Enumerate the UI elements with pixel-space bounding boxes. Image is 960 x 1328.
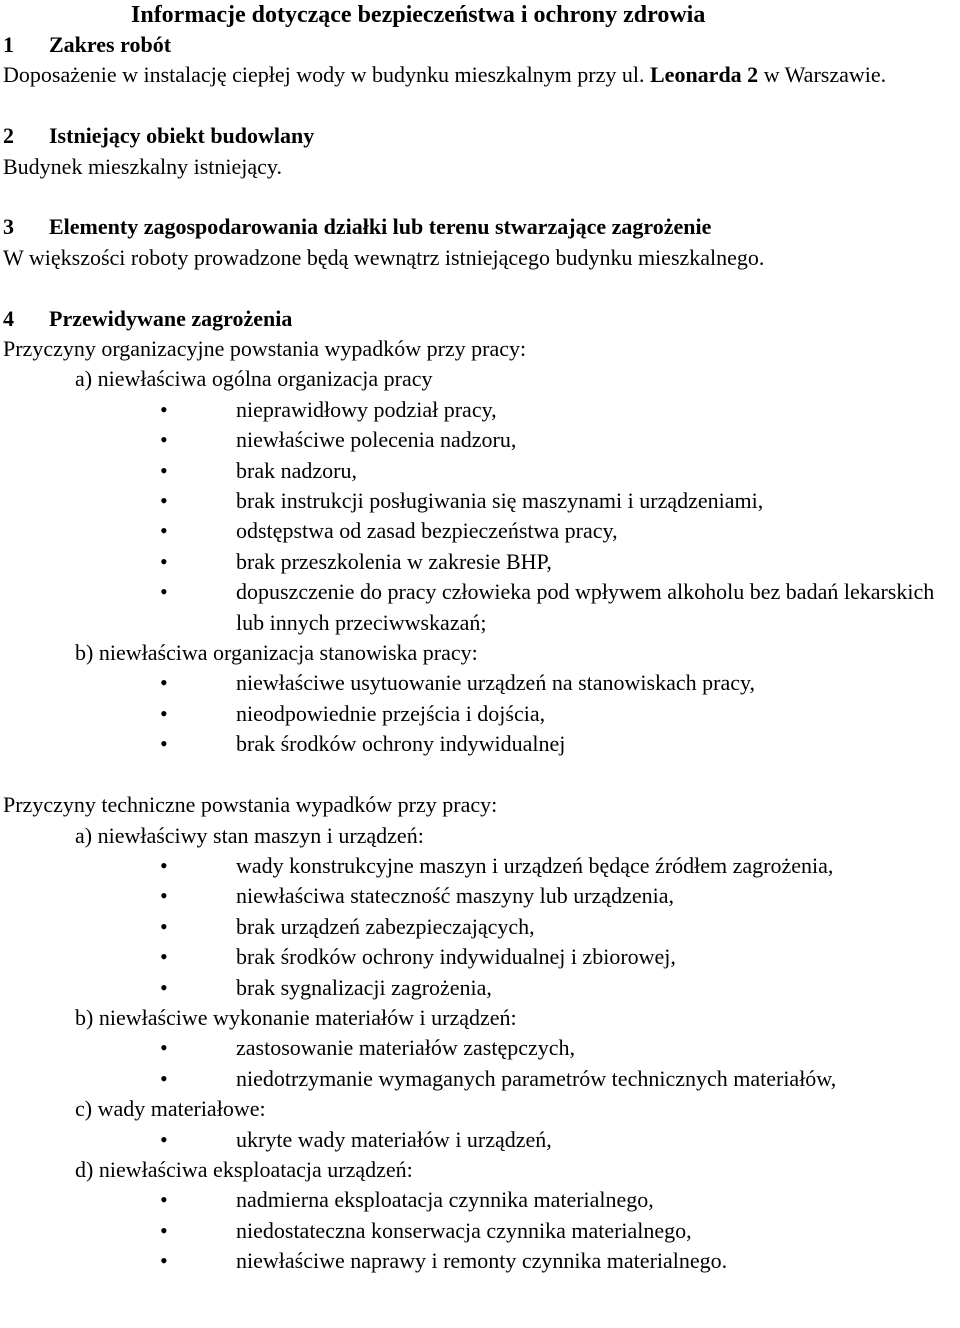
bullet-icon: • [160,488,168,514]
bullet-icon: • [160,548,168,574]
section-1-text [3,60,953,90]
address-bold: Leonarda 2 [650,62,759,88]
list-item [3,456,958,486]
list-item [3,912,958,942]
tech-group-d-label: d) niewłaściwa eksploatacja urządzeń: [75,1156,413,1182]
bullet-icon: • [160,1248,168,1274]
list-item-text: brak sygnalizacji zagrożenia, [236,974,492,1000]
bullet-icon: • [160,1126,168,1152]
section-title: Elementy zagospodarowania działki lub terenu stwarzające zagrożenie [49,214,712,240]
spacer [3,273,958,303]
tech-group-d-list [3,1185,958,1276]
section-number: 3 [3,214,14,240]
org-group-a-list [3,395,958,638]
bullet-icon: • [160,944,168,970]
bullet-icon: • [160,518,168,544]
org-group-b-label: b) niewłaściwa organizacja stanowiska pracy: [75,640,478,666]
list-item-text: brak środków ochrony indywidualnej i zbiorowej, [236,944,676,970]
list-item [3,425,958,455]
tech-group-b-list [3,1033,958,1094]
bullet-icon: • [160,1035,168,1061]
org-group-a-label: a) niewłaściwa ogólna organizacja pracy [75,366,433,392]
list-item [3,516,958,546]
list-item [3,1064,958,1094]
section-4-heading [3,304,958,334]
list-item-text: nieodpowiednie przejścia i dojścia, [236,700,546,726]
list-item-text: ukryte wady materiałów i urządzeń, [236,1126,552,1152]
bullet-icon: • [160,457,168,483]
list-item [3,547,958,577]
text-segment: w Warszawie. [763,62,887,88]
list-item [3,973,958,1003]
list-item-text: niewłaściwa stateczność maszyny lub urządzenia, [236,883,674,909]
section-title: Przewidywane zagrożenia [49,305,293,331]
bullet-icon: • [160,1065,168,1091]
organizational-causes-intro: Przyczyny organizacyjne powstania wypadków przy pracy: [3,336,527,362]
list-item [3,729,958,759]
bullet-icon: • [160,1187,168,1213]
section-2-text: Budynek mieszkalny istniejący. [3,153,283,179]
list-item-text: brak urządzeń zabezpieczających, [236,913,535,939]
tech-group-a-list [3,851,958,1003]
list-item-text: niewłaściwe naprawy i remonty czynnika materialnego. [236,1248,728,1274]
list-item-text: brak środków ochrony indywidualnej [236,731,566,757]
list-item [3,699,958,729]
tech-group-c-label: c) wady materiałowe: [75,1096,266,1122]
list-item [3,881,958,911]
list-item-text: wady konstrukcyjne maszyn i urządzeń będące źródłem zagrożenia, [236,852,834,878]
list-item [3,1125,958,1155]
technical-causes-intro: Przyczyny techniczne powstania wypadków przy pracy: [3,792,498,818]
list-item [3,1246,958,1276]
list-item-text: niewłaściwe polecenia nadzoru, [236,427,517,453]
list-item-text: brak przeszkolenia w zakresie BHP, [236,548,552,574]
bullet-icon: • [160,731,168,757]
tech-group-a-label: a) niewłaściwy stan maszyn i urządzeń: [75,822,424,848]
section-title: Zakres robót [49,32,172,57]
spacer [3,760,958,790]
list-item-text: odstępstwa od zasad bezpieczeństwa pracy, [236,518,618,544]
list-item [3,668,958,698]
section-3-heading [3,212,958,242]
bullet-icon: • [160,974,168,1000]
section-number: 1 [3,32,14,57]
list-item [3,577,956,638]
list-item-text: niedotrzymanie wymaganych parametrów technicznych materiałów, [236,1065,837,1091]
list-item-text: zastosowanie materiałów zastępczych, [236,1035,576,1061]
bullet-icon: • [160,1217,168,1243]
list-item [3,1033,958,1063]
text-segment: Doposażenie w instalację ciepłej wody w budynku mieszkalnym przy ul. [3,62,645,88]
list-item-text: brak nadzoru, [236,457,357,483]
section-3-text: W większości roboty prowadzone będą wewnątrz istniejącego budynku mieszkalnego. [3,244,765,270]
document-title: Informacje dotyczące bezpieczeństwa i ochrony zdrowia [131,2,706,28]
list-item [3,851,958,881]
section-title: Istniejący obiekt budowlany [49,123,315,149]
section-2-heading [3,121,958,151]
spacer [3,91,958,121]
org-group-b-list [3,668,958,759]
bullet-icon: • [160,579,168,605]
list-item [3,486,958,516]
bullet-icon: • [160,427,168,453]
document-page [3,0,958,1277]
section-number: 4 [3,305,14,331]
list-item-text: niewłaściwe usytuowanie urządzeń na stanowiskach pracy, [236,670,756,696]
list-item [3,395,958,425]
bullet-icon: • [160,700,168,726]
section-number: 2 [3,123,14,149]
list-item-text: brak instrukcji posługiwania się maszynami i urządzeniami, [236,488,764,514]
bullet-icon: • [160,913,168,939]
spacer [3,182,958,212]
section-1-heading [3,30,958,60]
tech-group-b-label: b) niewłaściwe wykonanie materiałów i urządzeń: [75,1004,517,1030]
list-item-text: nieprawidłowy podział pracy, [236,396,497,422]
list-item-text: niedostateczna konserwacja czynnika materialnego, [236,1217,692,1243]
list-item [3,1185,958,1215]
bullet-icon: • [160,852,168,878]
bullet-icon: • [160,883,168,909]
bullet-icon: • [160,396,168,422]
bullet-icon: • [160,670,168,696]
list-item [3,1216,958,1246]
list-item-text: nadmierna eksploatacja czynnika materialnego, [236,1187,654,1213]
list-item-text: dopuszczenie do pracy człowieka pod wpływem alkoholu bez badań lekarskich lub innych przeciwwskazań; [236,579,935,635]
list-item [3,942,958,972]
tech-group-c-list [3,1125,958,1155]
